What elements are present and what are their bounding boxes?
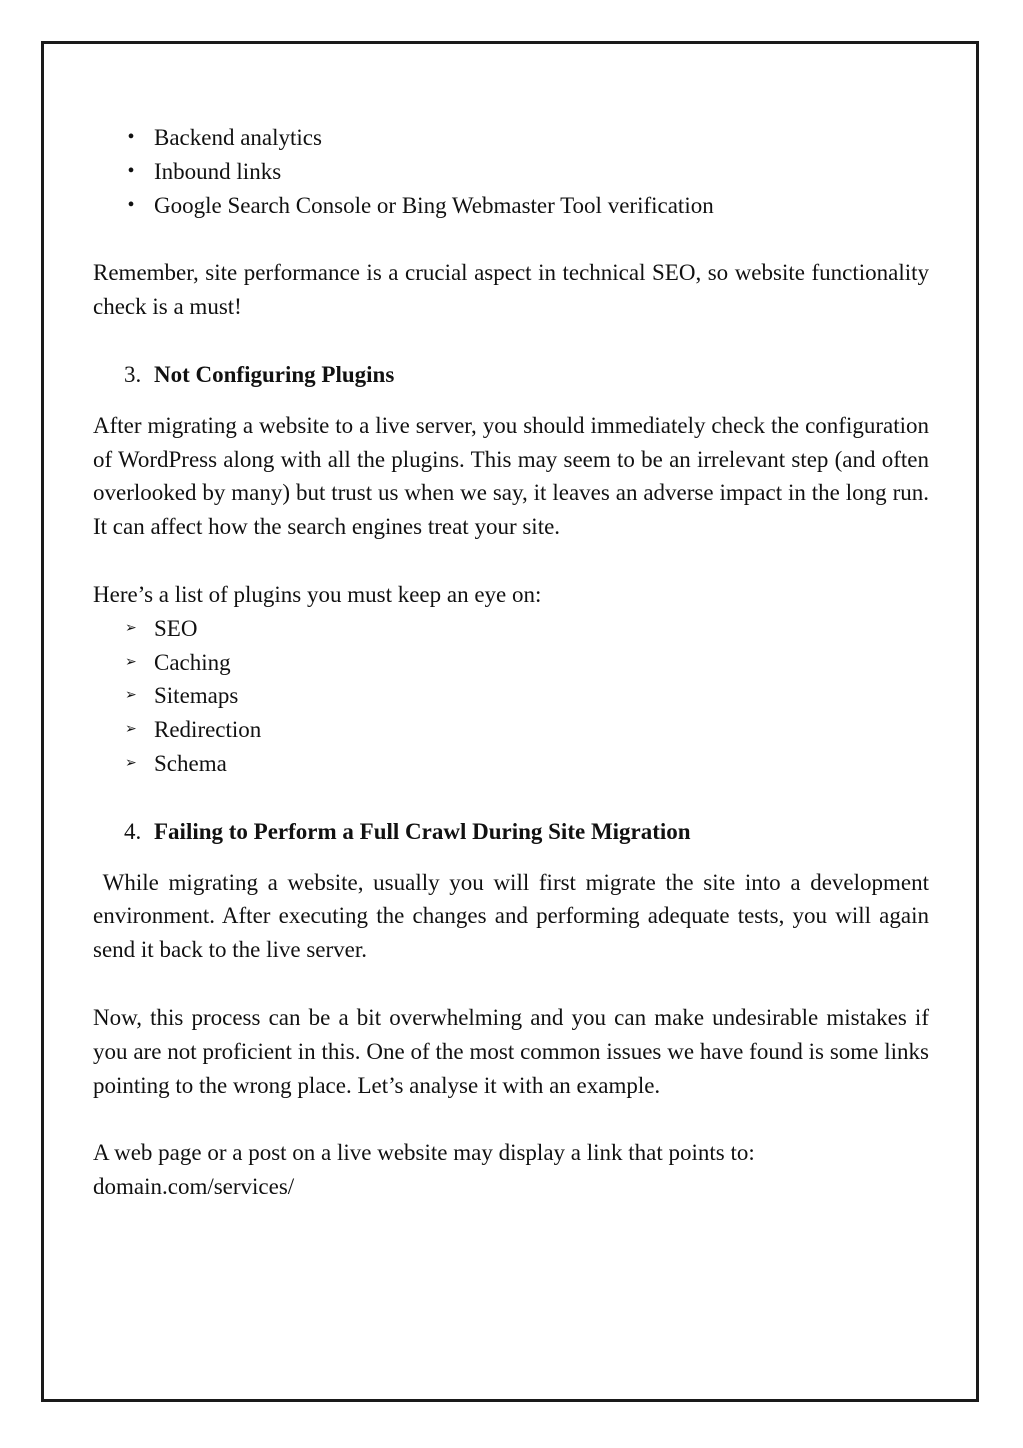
list-item-text: Schema <box>154 750 227 776</box>
paragraph-while-migrating: While migrating a website, usually you will first migrate the site into a development environment. After executing the changes and performing adequate tests, you will again send it back to the live server. <box>93 869 935 963</box>
list-item-text: Caching <box>154 649 231 675</box>
arrow-bullet-icon: ➢ <box>125 654 137 670</box>
list-item <box>93 612 929 646</box>
list-item <box>93 713 929 747</box>
paragraph-plugins-intro: Here’s a list of plugins you must keep an eye on: <box>93 581 542 607</box>
list-item <box>93 679 929 713</box>
arrow-bullet-icon: ➢ <box>125 722 137 738</box>
bullet-dot-icon: • <box>127 159 135 182</box>
list-item-text: Inbound links <box>154 158 282 184</box>
paragraph-now: Now, this process can be a bit overwhelming and you can make undesirable mistakes if you are not proficient in this. One of the most common issues we have found is some links pointing to the wrong place. Let’s analyse it with an example. <box>93 1004 929 1098</box>
list-item <box>93 646 929 680</box>
bullet-dot-icon: • <box>127 126 135 148</box>
section-heading-4 <box>93 815 929 849</box>
bullet-list <box>93 121 929 222</box>
heading-number: 4. <box>124 818 142 844</box>
section-heading-3 <box>93 358 929 392</box>
document-body <box>93 121 935 1204</box>
bullet-dot-icon: • <box>127 193 135 216</box>
list-item <box>93 189 929 223</box>
list-item <box>93 155 929 189</box>
arrow-bullet-icon: ➢ <box>125 755 137 771</box>
arrow-bullet-icon: ➢ <box>125 688 137 704</box>
list-item-text: Google Search Console or Bing Webmaster Tool verification <box>154 192 714 218</box>
arrow-bullet-icon: ➢ <box>125 620 137 636</box>
list-item-text: Sitemaps <box>154 683 239 709</box>
list-item <box>93 121 929 155</box>
heading-number: 3. <box>124 361 142 387</box>
link-example-text: domain.com/services/ <box>93 1174 295 1200</box>
list-item-text: SEO <box>154 615 198 641</box>
paragraph-remember: Remember, site performance is a crucial aspect in technical SEO, so website functionality check is a must! <box>93 260 929 320</box>
paragraph-after-migrating: After migrating a website to a live server, you should immediately check the configuration of WordPress along with all the plugins. This may seem to be an irrelevant step (and often overlooked by many) but trust us when we say, it leaves an adverse impact in the long run. It can affect how the search engines treat your site. <box>93 412 929 540</box>
plugins-list <box>93 612 929 781</box>
heading-title: Not Configuring Plugins <box>154 361 395 387</box>
paragraph-web-page: A web page or a post on a live website may display a link that points to: <box>93 1140 755 1166</box>
list-item-text: Redirection <box>154 717 262 743</box>
heading-title: Failing to Perform a Full Crawl During Site Migration <box>154 818 691 844</box>
list-item-text: Backend analytics <box>154 125 322 150</box>
list-item <box>93 747 929 781</box>
